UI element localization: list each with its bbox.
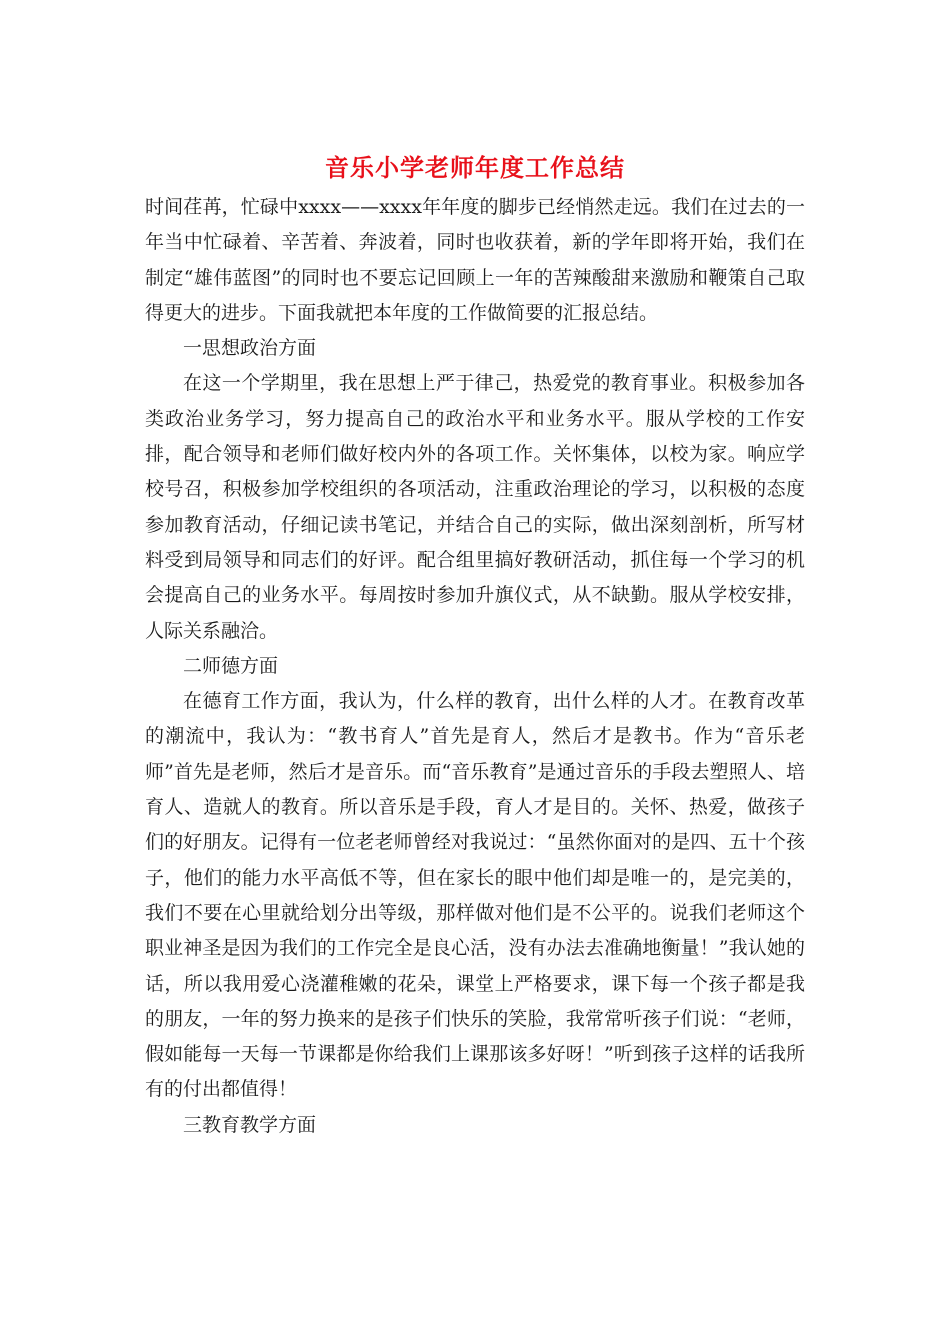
- politics-paragraph: 在这一个学期里，我在思想上严于律己，热爱党的教育事业。积极参加各类政治业务学习，努力提高自己的政治水平和业务水平。服从学校的工作安排，配合领导和老师们做好校内外的各项工作。关怀集体，以校为家。响应学校号召，积极参加学校组织的各项活动，注重政治理论的学习，以积极的态度参加教育活动，仔细记读书笔记，并结合自己的实际，做出深刻剖析，所写材料受到局领导和同志们的好评。配合组里搞好教研活动，抓住每一个学习的机会提高自己的业务水平。每周按时参加升旗仪式，从不缺勤。服从学校安排，人际关系融洽。: [145, 372, 805, 642]
- document-body: [145, 190, 805, 1143]
- ethics-paragraph: 在德育工作方面，我认为，什么样的教育，出什么样的人才。在教育改革的潮流中，我认为：“教书育人”首先是育人，然后才是教书。作为“音乐老师”首先是老师，然后才是音乐。而“音乐教育”是通过音乐的手段去塑照人、培育人、造就人的教育。所以音乐是手段，育人才是目的。关怀、热爱，做孩子们的好朋友。记得有一位老老师曾经对我说过：“虽然你面对的是四、五十个孩子，他们的能力水平高低不等，但在家长的眼中他们却是唯一的，是完美的，我们不要在心里就给划分出等级，那样做对他们是不公平的。说我们老师这个职业神圣是因为我们的工作完全是良心活，没有办法去准确地衡量！”我认她的话，所以我用爱心浇灌稚嫩的花朵，课堂上严格要求，课下每一个孩子都是我的朋友，一年的努力换来的是孩子们快乐的笑脸，我常常听孩子们说：“老师，假如能每一天每一节课都是你给我们上课那该多好呀！”听到孩子这样的话我所有的付出都值得！: [145, 690, 805, 1101]
- section-heading-politics: 一思想政治方面: [183, 337, 317, 360]
- intro-paragraph: 时间荏苒，忙碌中xxxx——xxxx年年度的脚步已经悄然走远。我们在过去的一年当中忙碌着、辛苦着、奔波着，同时也收获着，新的学年即将开始，我们在制定“雄伟蓝图”的同时也不要忘记回顾上一年的苦辣酸甜来激励和鞭策自己取得更大的进步。下面我就把本年度的工作做简要的汇报总结。: [145, 196, 805, 324]
- section-heading-ethics: 二师德方面: [183, 654, 279, 677]
- document-title: 音乐小学老师年度工作总结: [325, 153, 625, 182]
- section-heading-teaching: 三教育教学方面: [183, 1113, 317, 1136]
